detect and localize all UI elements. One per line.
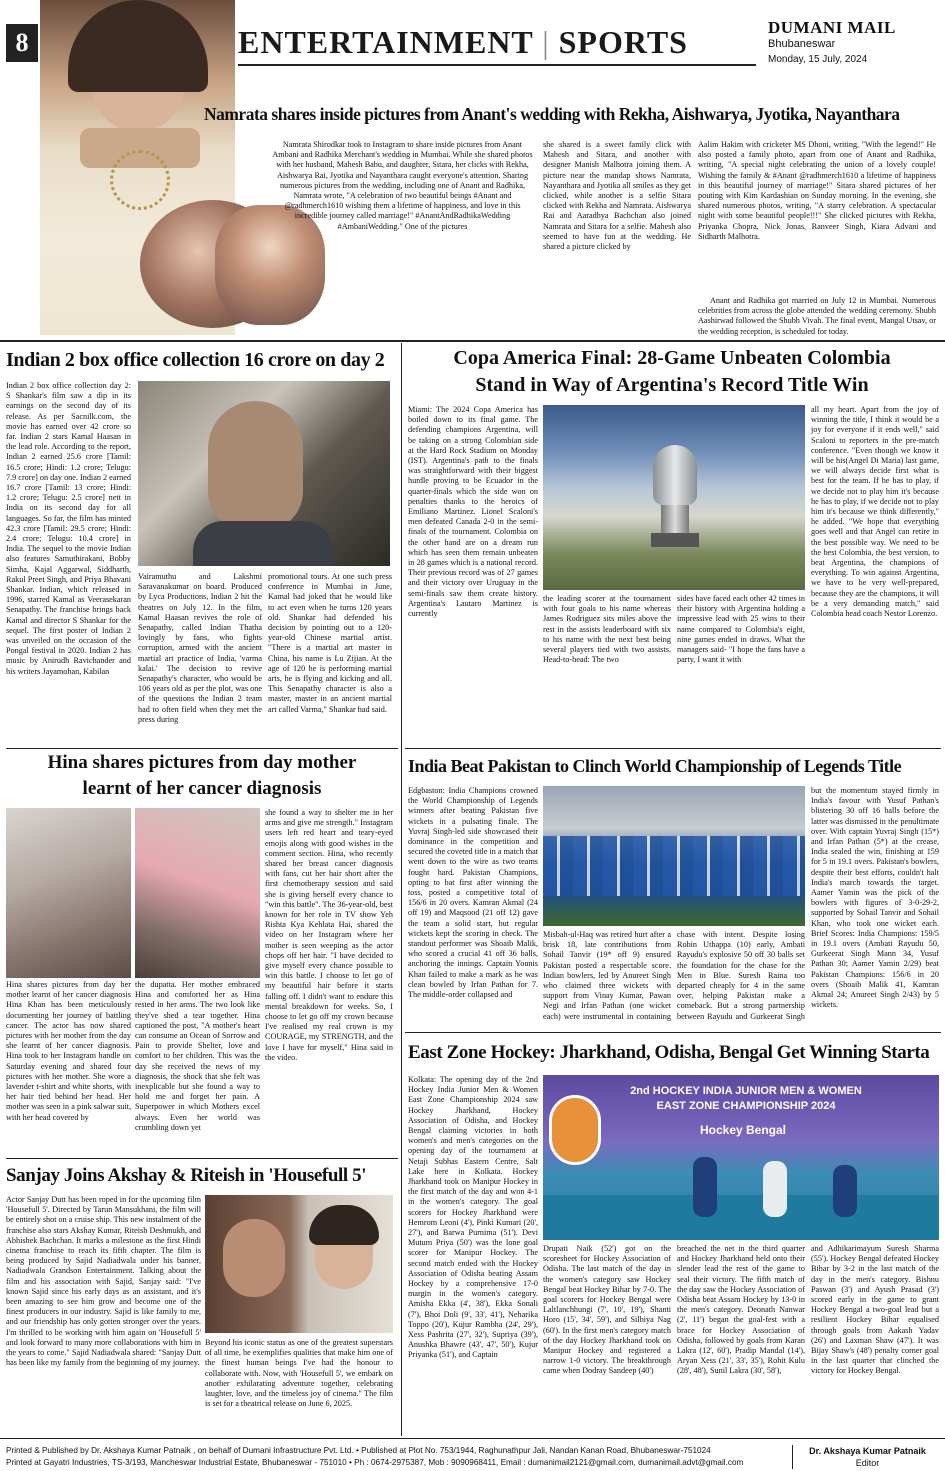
namrata-col2: she shared is a sweet family click with Mahesh and Sitara, and another with designer Manish Malhotra joining them. A picture near the mandap shows Namrata, Nayanthara and Jyotika all smiles as they get clicked, while another is a selfie Sitara clicked with Rekha and Namrata. Aishwarya Rai and Aaradhya Bachchan also joined Namrata and Sitara for a selfie. Mahesh also seemed to have fun at the wedding. He shared a picture clicked by (543, 140, 691, 252)
namrata-headline: Namrata shares inside pictures from Anant's wedding with Rekha, Aishwarya, Jyotika, Nayanthara (204, 104, 900, 124)
copa-col3: sides have faced each other 42 times in their history with Argentina holding a impressive lead with 25 wins to their name compared to Colombia's eight, nine games ended in draws. What the managers said- "I hope the fans have a party, I want it with (677, 594, 805, 665)
sanjay-col2: Beyond his iconic status as one of the greatest superstars of all time, he exemplifies qualities that make him one of the finest human beings I've had the honour to collaborate with. Now, with 'Housefull 5', we embark on another exhilarating adventure together, celebrating laughter, love, and the timeless joy of cinema." The film is set for a theatrical release on June 6, 2025. (205, 1338, 393, 1409)
legends-col4: but the momentum stayed firmly in India's favour with Yusuf Pathan's blistering 30 off 16 balls before the latter was dismissed in the penultimate over. With captain Yuvraj Singh (15*) and Irfan Pathan (5*) at the crease, India sealed the win, finishing at 159 for 5 in 19.1 overs. Pakistan's bowlers, despite their best efforts, couldn't halt India's march towards the target. Aamer Yamin was the pick of the bowlers with figures of 3-0-29-2, supported by Sohail Tanvir and Sohail Khan, who took one wicket each. Brief Scores: India Champions: 159/5 in 19.1 overs (Ambati Rayudu 50, Gurkeerat Singh Mann 34, Yusuf Pathan 30; Aamer Yamin 2/29) beat Pakistan Champions: 156/6 in 20 overs (Shoaib Malik 41, Kamran Akmal 24; Anureet Singh 2/43) by 5 wickets. (811, 786, 939, 1010)
imprint-footer (0, 1438, 945, 1471)
copa-col2: the leading scorer at the tournament with four goals to his name whereas James Rodriguez sits miles above the rest in the assists leaderboard with six to his name with the next best being several players tied with two assists. Head-to-head: The two (543, 594, 671, 665)
imprint-line-2: Printed at Gayatri Industries, TS-3/193, Mancheswar Industrial Estate, Bhubaneswar - 751010 • Ph : 0674-2975387, Mob : 9090968411, Email : dumanimail2121@gmail.com, dumanimail.advt@gmail.com (6, 1458, 744, 1467)
namrata-col1: Namrata Shirodkar took to Instagram to share inside pictures from Anant Ambani and Radhika Merchant's wedding in Mumbai. While she shared photos with her husband, Mahesh Babu, and daughter, Sitara, her clicks with Rekha, Aishwarya Rai, Jyotika and Nayanthara caught everyone's attention. Sharing numerous pictures from the wedding, including one of Anant and Radhika, Namrata wrote, "A celebration of two beautiful beings #Anant and @radhmerch1610 wishing them a lifetime of happiness, and love in this incredible journey called marriage!" #AnantAndRadhikaWedding #AmbaniWedding." One of the pictures (272, 140, 533, 231)
copa-headline-line2: Stand in Way of Argentina's Record Title Win (475, 374, 869, 396)
hina-photo-1 (6, 808, 131, 978)
hina-col3: she found a way to shelter me in her arms and give me strength." Instagram users left red heart and teary-eyed emojis along with good wishes in the comment section. Hina, who recently shared her breast cancer diagnosis with fans, cut her hair short after the first chemotherapy session and said she is giving herself every chance to "win this battle". The 36-year-old, best known for her role in TV show Yeh Rishta Kya Kehlata Hai, shared the video on her Instagram where her mother is seen weeping as the actor chops off her hair. "I have decided to give myself every chance possible to win this battle. I choose to let go of my beautiful hair before it starts falling off. I didn't want to endure this mental breakdown for weeks. So, I choose to let go off my crown because I've realised my real crown is my COURAGE, my STRENGTH, and the love I have for myself," Hina said in the video. (265, 808, 393, 1062)
paper-name: DUMANI MAIL (768, 18, 896, 37)
section-title: ENTERTAINMENT | SPORTS (238, 24, 688, 60)
hockey-banner-team: Hockey Bengal (699, 1123, 787, 1137)
legends-team-photo (543, 786, 805, 926)
namrata-col3b: Anant and Radhika got married on July 12 in Mumbai. Numerous celebrities from across the globe attended the wedding ceremony. Shubh Aashirwad followed the Shubh Vivah. The final event, Mangal Utsav, or the wedding reception, is scheduled for today. (698, 296, 936, 336)
hockey-col1: Kolkata: The opening day of the 2nd Hockey India Junior Men & Women East Zone Championship 2024 saw Hockey Jharkhand, Hockey Association of Odisha, and Hockey Bengal claiming victories in both women's and men's categories on the opening day of the tournament at Netaji Subhas Eastern Centre, Salt Lake here in Kolkata. Hockey Jharkhand took on Manipur Hockey in the first match of the day and won 4-1 in the women's category. The goal scorers for Hockey Jharkhand were Hemrom Leoni (4'), Pinki Kumari (20', 27'), and Barwa Purnima (51'). Devi Mutum Priya (50') was the lone goal scorer for Manipur Hockey. The second match ended with the Hockey Association of Odisha beating Assam Hockey by a comprehensive 17-0 margin in the women's category. Amisha Ekka (4', 38'), Ekka Sonali (7'), Bhoi Doli (9', 33', 41'), Neharika Toppo (20'), Kujur Rambha (24', 29'), Xess Pashrita (27', 32'), Supriya (39'), Anushka Bhawre (43', 47', 50'), Kujur Priyanka (51'), and Captain (408, 1075, 538, 1360)
hockey-col4: and Adhikarimayum Suresh Sharma (55'). Hockey Bengal defeated Hockey Bihar by 3-2 in the last match of the day in the men's category. Bishnu Paswan (3') and Ayush Prasad (3') scored early in the game to grant Hockey Bengal a two-goal lead but a resilient Hockey Bihar equalised through goals from Aakash Yadav (26') and Laxman Shaw (47'). It was Bijay Shaw's (48') penalty corner goal in the last quarter that clinched the victory for Hockey Bengal. (811, 1244, 939, 1376)
namrata-col3: Aalim Hakim with cricketer MS Dhoni, writing, "With the legend!" He also posted a family photo, apart from one of Anant and Radhika, writing, "A special night celebrating the union of a lovely couple! Wishing the family & #Anant @radhmerch1610 a lifetime of happiness in this beautiful journey of marriage!" Sitara shared pictures of her pouting with Kim Kardashian on Sunday morning. In the evening, she shared numerous photos, writing, "A starry celebration. A spectacular night with some beautiful people!!!" She clicked pictures with Rekha, Priyanka Chopra, Nick Jonas, Ranveer Singh, Kiara Advani and Sidharth Malhotra. (698, 140, 936, 241)
sanjay-col1: Actor Sanjay Dutt has been roped in for the upcoming film 'Housefull 5'. Directed by Tarun Mansukhani, the film will be entirely shot on a cruise ship. This new instalment of the franchise also stars Akshay Kumar, Riteish Deshmukh, and Abhishek Bachchan. It marks a milestone as the first Hindi cinema franchise to reach its fifth chapter. The film is being produced by Sajid Nadiadwala under his banner, Nadiadwala Grandson Entertainment. Talking about the film and his association with Sajid, Sanjay said: "I've known Sajid since his early days as an assistant, and it's been amazing to see him grow and become one of the finest producers in our industry. Sajid is like family to me, and our friendship has only gotten stronger over the years. I'm thrilled to be working with him again on 'Housefull 5' and look forward to many more collaborations with him in the years to come." Sajid Nadiadwala shared: "Sanjay Dutt has been like my family from the beginning of my journey. (6, 1195, 201, 1368)
copa-trophy-photo (543, 405, 805, 590)
hina-headline-line1: Hina shares pictures from day mother (47, 752, 357, 773)
sanjay-photo (205, 1195, 393, 1333)
indian2-still-photo (138, 381, 390, 566)
hockey-mascot-icon (549, 1095, 601, 1165)
hina-headline-line2: learnt of her cancer diagnosis (82, 778, 322, 799)
legends-col3: chase with intent. Despite losing Robin Uthappa (10) early, Ambati Rayudu's explosive 50 off 30 balls set the foundation for the chase for the Men in Blue. Suresh Raina too departed cheaply for 4 in the same over, helping Pakistan make a comeback. But a strong partnership between Rayudu and Gurkeerat Singh (677, 930, 805, 1021)
legends-headline: India Beat Pakistan to Clinch World Championship of Legends Title (408, 756, 902, 776)
editor-name: Dr. Akshaya Kumar Patnaik (809, 1446, 926, 1456)
legends-col2: Misbah-ul-Haq was retired hurt after a brisk 18, late contributions from Sohail Tanvir (19* off 9) ensured Pakistan posted a respectable score. Indian bowlers, led by Anureet Singh who claimed three wickets with support from Vinay Kumar, Pawan Negi and Irfan Pathan (one wicket each) were instrumental in containing (543, 930, 671, 1021)
editor-title: Editor (855, 1458, 880, 1468)
hina-col1: Hina shares pictures from day her mother learnt of her cancer diagnosis Hina Khan has been meticulously documenting her journey of battling cancer. The actor has now shared pictures with her mother from the day she learnt of her cancer diagnosis. Hina took to her Instagram handle on Saturday evening and shared four pictures with her mother. She wore a lavender t-shirt and white shorts, with her hair tied behind her head. Her mother was seen in a pink salwar suit, with her head covered by (6, 980, 131, 1122)
hockey-match-photo (543, 1075, 939, 1240)
indian2-col2: Vairamuthu and Lakshmi Saravanakumar on board. Produced by Lyca Productions, Indian 2 hit the theatres on July 12. In the film, Kamal Haasan revives the role of Senapathy, called Indian Thatha lovingly by fans, who fights corruption, armed with the ancient martial art practice of India, 'varma kalai.' The decision to revive Senapathy's character, who would be 106 years old as per the plot, was one of the questions the Indian 2 team had to often field when they met the press during (138, 572, 262, 724)
legends-col1: Edgbaston: India Champions crowned the World Championship of Legends winners after beating Pakistan five wickets in a pulsating finale. The Yuvraj Singh-led side showcased their dominance in the competition and secured the coveted title in a match that went down to the wire as two teams fought hard. Pakistan Champions, opting to bat first after winning the toss, posted a competitive total of 156/6 in 20 overs. Kamran Akmal (24 off 19) and Maqsood (21 off 12) gave the team a solid start, but regular wickets kept the scoring in check. The standout performer was Shoaib Malik, who scored a crucial 41 off 36 balls, anchoring the innings. Captain Younis Khan failed to make a mark as he was clean bowled by Irfan Pathan for 7. The middle-order collapsed and (408, 786, 538, 1000)
hockey-headline: East Zone Hockey: Jharkhand, Odisha, Bengal Get Winning Starta (408, 1042, 930, 1063)
copa-col1: Miami: The 2024 Copa America has boiled down to its final game. The defending champions Argentina, will be taking on a strong Colombian side at the Hard Rock Stadium on Monday (IST). Argentina's path to the finals was straightforward with their biggest hurdle proving to be Ecuador in the quarter-finals which the side won on penalties thanks to the heroics of Emiliano Martinez. Lionel Scaloni's men defeated Canada 2-0 in the semi-finals of the tournament. Colombia on the other hand are on a dream run which has seen them remain unbeaten in 28 games which is a national record. Their previous record was of 27 games and their victory over Uruguay in the semi-finals saw them create history. Argentina's Lautaro Martinez is currently (408, 405, 538, 619)
hockey-banner-line1: 2nd HOCKEY INDIA JUNIOR MEN & WOMEN (630, 1085, 862, 1097)
copa-col4: all my heart. Apart from the joy of winning the title, I think it would be a joy for everyone if it ends well," said Scaloni to reporters in the pre-match conference. "Even though we know it will be his(Angel Di Maria) last game, we will always decide first what is best for the team. If he has to play, if we decide not to play him it's because he has to play, if we decide not to play him it's because we think differently," he added. "We hope that everything goes well and that Angel can retire in the best possible way. We need to be the best Colombia, the best version, to beat Argentina, the champions of everything. To win against Argentina, we have to be very well-prepared, because they are the champions, it will be a very demanding match," said Colombia head coach Nestor Lorenzo. (811, 405, 939, 619)
sanjay-headline: Sanjay Joins Akshay & Riteish in 'Housefull 5' (6, 1165, 367, 1186)
paper-date: Monday, 15 July, 2024 (768, 54, 868, 65)
hockey-col2: Drupati Naik (52') got on the scoresheet for Hockey Association of Odisha. The last match of the day in the women's category saw Hockey Bengal beat Hockey Bihar by 7-0. The goal scorers for Hockey Bengal were Laltlanchhungi (7', 10', 19'), Shanti Horo (15', 34', 59'), and Silbiya Nag (60'). In the first men's category match of the day Hockey Jharkhand took on Manipur Hockey and registered a narrow 1-0 victory. The breakthrough came when Dodray Sandeep (40') (543, 1244, 671, 1376)
editor-credit (792, 1445, 942, 1469)
imprint-line-1: Printed & Published by Dr. Akshaya Kumar Patnaik , on behalf of Dumani Infrastructure Pvt. Ltd. • Published at Plot No. 753/1944, Raghunathpur Jali, Nandan Kanan Road, Bhubaneswar-751024 (6, 1446, 711, 1455)
paper-city: Bhubaneswar (768, 38, 836, 50)
hina-col2: the dupatta. Her mother embraced Hina and comforted her as Hina rested in her arms. The two look like they've shed a tear together. Hina captioned the post, "A mother's heart can consume an Ocean of Sorrow and Pain to provide Shelter, love and comfort to her children. This was the day she received the news of my diagnosis, the shock that she felt was inexplicable but she found a way to hold me and forget her pain. A Superpower in which Mothers excel always. Even her world was crumbling down yet (135, 980, 260, 1132)
page-number: 8 (6, 24, 38, 62)
hockey-col3: breached the net in the third quarter and Hockey Jharkhand held onto their slender lead the rest of the game to seal their victory. The fifth match of the day saw the Hockey Association of Odisha beat Assam Hockey by 13-0 in the men's category. Deonath Nanwar (2', 11') began the goal-fest with a brace for Hockey Association of Odisha, followed by goals from Karan Lakra (12', 60'), Pradip Mandal (14'), Aryan Xess (21', 33', 35'), Rohit Kulu (28', 48'), Sunil Lakra (30', 58'), (677, 1244, 805, 1376)
indian2-headline: Indian 2 box office collection 16 crore on day 2 (6, 349, 385, 371)
hockey-banner-line2: EAST ZONE CHAMPIONSHIP 2024 (656, 1100, 836, 1112)
indian2-col3: promotional tours. At one such press conference in Mumbai in June, Kamal had joked that he would like to act even when he turns 120 years old. Shankar had defended his decision by pointing out to a 120-year-old Chinese martial artist. "There is a martial art master in China, his name is Lu Zijian. At the age of 120 he is performing martial arts, he is flying and kicking and all. This Senapathy character is also a master, master in an ancient martial art called Varma," Shankar had said. (268, 572, 392, 714)
indian2-col1: Indian 2 box office collection day 2: S Shankar's film saw a dip in its earnings on the second day of its release. As per Sacnilk.com, the movie has earned over 42 crore so far. Indian 2 stars Kamal Haasan in the lead role. According to the report, Indian 2 earned 25.6 crore [Tamil: 16.5 crore; Hindi: 1.2 crore; Telugu: 7.9 crore] on day one. Indian 2 earned 16.7 crore [Tamil: 13 crore; Hindi: 1.2 crore; Telugu: 2.5 crore] nett in India on its second day for all languages. So far, the film has minted 42.3 crore [Tamil: 29.5 crore; Hindi: 2.4 crore; Telugu: 10.4 crore] in India. The sequel to the movie Indian also features Samuthirakani, Bobby Simha, Kajal Aggarwal, Siddharth, Rakul Preet Singh, and Priya Bhavani Shankar. Indian, which released in 1996, starred Kamal as Veerasekaran Senapathy. The franchise brings back Kamal and director S Shankar for the sequel. The first poster of Indian 2 was unveiled on the occasion of the Pongal festival in 2020. Indian 2 has music by Anirudh Ravichander and his writers Jayamohan, Kabilan (6, 381, 131, 676)
hina-photo-2 (135, 808, 260, 978)
copa-headline-line1: Copa America Final: 28-Game Unbeaten Colombia (453, 347, 891, 369)
